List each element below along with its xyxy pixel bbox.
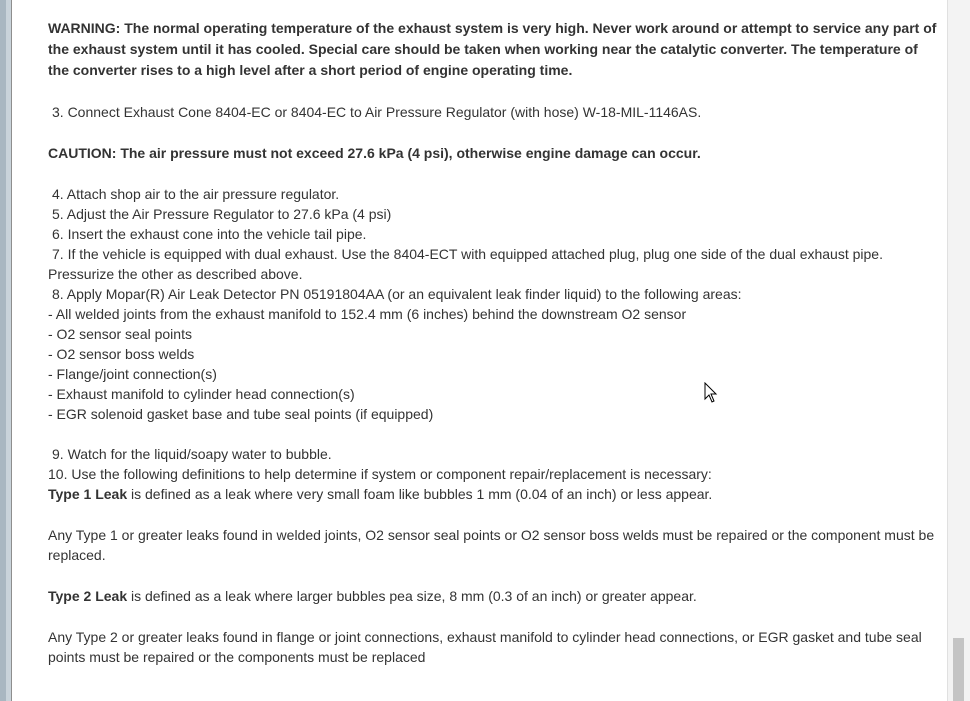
spacer [48,122,938,143]
vertical-scrollbar[interactable] [947,0,970,701]
type2-text: is defined as a leak where larger bubbles pea size, 8 mm (0.3 of an inch) or greater appear. [127,588,697,604]
step-9: 9. Watch for the liquid/soapy water to bubble. [52,446,332,462]
type1-note: Any Type 1 or greater leaks found in welded joints, O2 sensor seal points or O2 sensor boss welds must be repaired or the component must be replaced. [48,527,935,563]
spacer [48,424,938,444]
scrollbar-thumb[interactable] [953,638,964,701]
step-7: 7. If the vehicle is equipped with dual exhaust. Use the 8404-ECT with equipped attached plug, plug one side of the dual exhaust pipe. Pressurize the other as described above. [48,246,883,282]
type2-label: Type 2 Leak [48,588,128,604]
type2-note: Any Type 2 or greater leaks found in flange or joint connections, exhaust manifold to cylinder head connections, or EGR gasket and tube seal points must be repaired or the components must be replaced [48,629,922,665]
step-6: 6. Insert the exhaust cone into the vehicle tail pipe. [52,226,367,242]
caution-paragraph: CAUTION: The air pressure must not exceed 27.6 kPa (4 psi), otherwise engine damage can occur. [48,145,701,161]
step-8: 8. Apply Mopar(R) Air Leak Detector PN 05191804AA (or an equivalent leak finder liquid) to the following areas: [52,286,742,302]
warning-paragraph: WARNING: The normal operating temperature of the exhaust system is very high. Never work around or attempt to service any part of the exhaust system until it has cooled. Special care should be taken when working near the catalytic converter. The temperature of the converter rises to a high level after a short period of engine operating time. [48,20,937,78]
step-5: 5. Adjust the Air Pressure Regulator to 27.6 kPa (4 psi) [52,206,392,222]
left-edge-strip [0,0,6,701]
spacer [48,163,938,184]
spacer [48,606,938,627]
area-list-item: - O2 sensor seal points [48,326,192,342]
document-content [48,18,938,667]
area-list-item: - EGR solenoid gasket base and tube seal points (if equipped) [48,406,434,422]
type2-definition [48,586,938,606]
step-4: 4. Attach shop air to the air pressure regulator. [52,186,340,202]
type1-text: is defined as a leak where very small foam like bubbles 1 mm (0.04 of an inch) or less appear. [127,486,713,502]
left-window-edge [0,0,12,701]
spacer [48,565,938,586]
mouse-pointer-icon [704,382,718,404]
area-list-item: - O2 sensor boss welds [48,346,195,362]
area-list-item: - Flange/joint connection(s) [48,366,217,382]
step-10: 10. Use the following definitions to help determine if system or component repair/replacement is necessary: [48,466,712,482]
area-list-item: - All welded joints from the exhaust manifold to 152.4 mm (6 inches) behind the downstream O2 sensor [48,306,687,322]
step-3: 3. Connect Exhaust Cone 8404-EC or 8404-EC to Air Pressure Regulator (with hose) W-18-MIL-1146AS. [52,104,702,120]
left-edge-border [11,0,12,701]
area-list-item: - Exhaust manifold to cylinder head connection(s) [48,386,355,402]
type1-label: Type 1 Leak [48,486,128,502]
spacer [48,504,938,525]
type1-definition [48,484,938,504]
spacer [48,81,938,102]
